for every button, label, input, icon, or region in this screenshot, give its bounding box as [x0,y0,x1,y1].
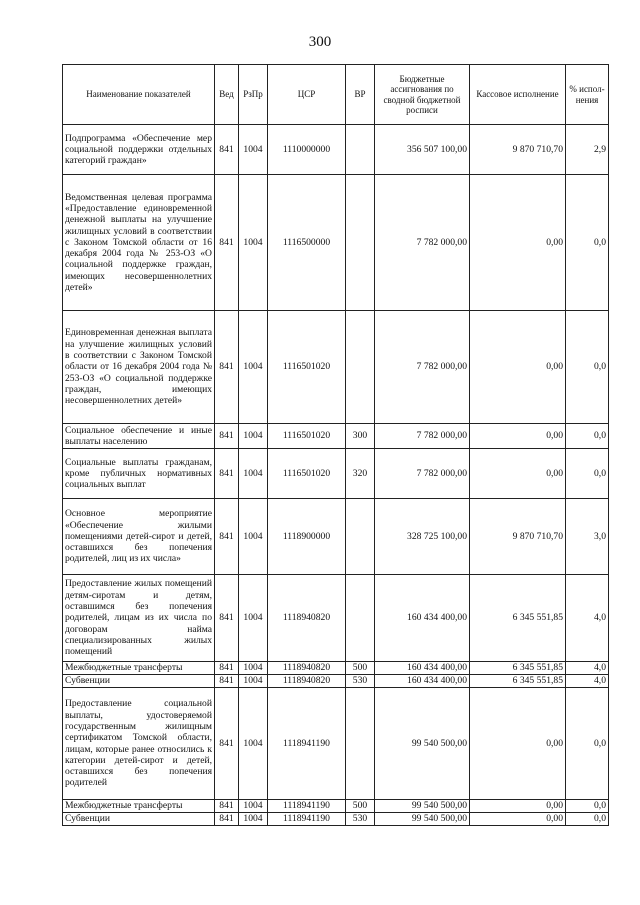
row-cash: 6 345 551,85 [470,575,566,662]
table-row [63,449,609,499]
row-vr [346,175,375,311]
row-budget: 99 540 500,00 [375,688,470,800]
row-name: Социальное обеспечение и иные выплаты населению [63,424,215,449]
row-name: Единовременная денежная выплата на улучшение жилищных условий в соответствии с Законом Томской области от 16 декабря 2004 года № 253-ОЗ «О социальной поддержке граждан, имеющих несовершеннолетних детей» [63,311,215,424]
row-vr [346,499,375,575]
row-pct: 0,0 [566,175,609,311]
row-vr: 500 [346,662,375,675]
row-rzpr: 1004 [239,449,268,499]
row-vr [346,125,375,175]
row-csr: 1118900000 [268,499,346,575]
row-rzpr: 1004 [239,424,268,449]
table-header-row [63,65,609,125]
row-budget: 328 725 100,00 [375,499,470,575]
row-ved: 841 [215,800,239,813]
row-vr: 320 [346,449,375,499]
row-budget: 99 540 500,00 [375,800,470,813]
row-budget: 160 434 400,00 [375,675,470,688]
row-budget: 7 782 000,00 [375,175,470,311]
row-budget: 7 782 000,00 [375,311,470,424]
row-name: Межбюджетные трансферты [63,662,215,675]
row-cash: 6 345 551,85 [470,662,566,675]
row-budget: 160 434 400,00 [375,662,470,675]
row-pct: 4,0 [566,675,609,688]
row-cash: 9 870 710,70 [470,125,566,175]
row-ved: 841 [215,424,239,449]
row-pct: 0,0 [566,800,609,813]
row-pct: 0,0 [566,311,609,424]
row-csr: 1118940820 [268,675,346,688]
row-pct: 0,0 [566,813,609,826]
row-csr: 1110000000 [268,125,346,175]
row-cash: 6 345 551,85 [470,675,566,688]
row-vr: 500 [346,800,375,813]
row-csr: 1118941190 [268,813,346,826]
row-name: Ведомственная целевая программа «Предоставление единовременной денежной выплаты на улучшение жилищных условий в соответствии с Законом Томской области от 16 декабря 2004 года № 253-ОЗ «О социальной поддержке граждан, имеющих несовершеннолетних детей» [63,175,215,311]
row-ved: 841 [215,662,239,675]
table-row [63,675,609,688]
row-cash: 0,00 [470,688,566,800]
row-csr: 1118940820 [268,662,346,675]
row-ved: 841 [215,675,239,688]
row-rzpr: 1004 [239,800,268,813]
header-vr: ВР [346,65,375,125]
table-row [63,311,609,424]
row-name: Основное мероприятие «Обеспечение жилыми помещениями детей-сирот и детей, оставшихся без попечения родителей, лиц из их числа» [63,499,215,575]
row-cash: 0,00 [470,175,566,311]
row-csr: 1118941190 [268,688,346,800]
row-name: Социальные выплаты гражданам, кроме публичных нормативных социальных выплат [63,449,215,499]
row-cash: 0,00 [470,311,566,424]
row-budget: 160 434 400,00 [375,575,470,662]
row-vr [346,688,375,800]
row-pct: 0,0 [566,688,609,800]
row-pct: 4,0 [566,575,609,662]
row-name: Субвенции [63,675,215,688]
row-pct: 0,0 [566,424,609,449]
row-name: Межбюджетные трансферты [63,800,215,813]
row-cash: 0,00 [470,424,566,449]
table-row [63,813,609,826]
row-ved: 841 [215,575,239,662]
row-vr: 530 [346,675,375,688]
row-ved: 841 [215,125,239,175]
row-cash: 0,00 [470,813,566,826]
row-rzpr: 1004 [239,813,268,826]
row-csr: 1116501020 [268,449,346,499]
row-rzpr: 1004 [239,311,268,424]
row-vr: 530 [346,813,375,826]
row-ved: 841 [215,499,239,575]
row-csr: 1116501020 [268,311,346,424]
row-ved: 841 [215,311,239,424]
row-csr: 1116501020 [268,424,346,449]
row-vr [346,575,375,662]
row-name: Предоставление жилых помещений детям-сиротам и детям, оставшимся без попечения родителей, лицам из их числа по договорам найма специализированных жилых помещений [63,575,215,662]
row-budget: 7 782 000,00 [375,424,470,449]
row-pct: 3,0 [566,499,609,575]
row-budget: 99 540 500,00 [375,813,470,826]
row-ved: 841 [215,449,239,499]
header-pct: % испол-нения [566,65,609,125]
row-ved: 841 [215,175,239,311]
row-name: Субвенции [63,813,215,826]
row-pct: 0,0 [566,449,609,499]
row-rzpr: 1004 [239,499,268,575]
table-row [63,688,609,800]
row-vr: 300 [346,424,375,449]
row-name: Подпрограмма «Обеспечение мер социальной поддержки отдельных категорий граждан» [63,125,215,175]
header-cash: Кассовое исполнение [470,65,566,125]
header-ved: Вед [215,65,239,125]
page-number: 300 [308,34,332,50]
header-budget: Бюджетные ассигнования по сводной бюджетной росписи [375,65,470,125]
table-row [63,575,609,662]
row-rzpr: 1004 [239,675,268,688]
table-row [63,499,609,575]
row-csr: 1118941190 [268,800,346,813]
table-row [63,800,609,813]
table-row [63,424,609,449]
row-ved: 841 [215,688,239,800]
row-name: Предоставление социальной выплаты, удостоверяемой государственным жилищным сертификатом Томской области, лицам, которые ранее относились к категории детей-сирот и детей, оставшихся без попечения родителей [63,688,215,800]
row-cash: 0,00 [470,800,566,813]
row-rzpr: 1004 [239,688,268,800]
row-rzpr: 1004 [239,125,268,175]
row-csr: 1116500000 [268,175,346,311]
table-row [63,175,609,311]
header-name: Наименование показателей [63,65,215,125]
row-budget: 7 782 000,00 [375,449,470,499]
header-csr: ЦСР [268,65,346,125]
row-vr [346,311,375,424]
table-row [63,125,609,175]
row-csr: 1118940820 [268,575,346,662]
row-pct: 4,0 [566,662,609,675]
header-rzpr: РзПр [239,65,268,125]
row-ved: 841 [215,813,239,826]
row-pct: 2,9 [566,125,609,175]
row-cash: 0,00 [470,449,566,499]
row-budget: 356 507 100,00 [375,125,470,175]
row-cash: 9 870 710,70 [470,499,566,575]
table-row [63,662,609,675]
row-rzpr: 1004 [239,575,268,662]
row-rzpr: 1004 [239,175,268,311]
row-rzpr: 1004 [239,662,268,675]
budget-execution-table [62,64,609,826]
